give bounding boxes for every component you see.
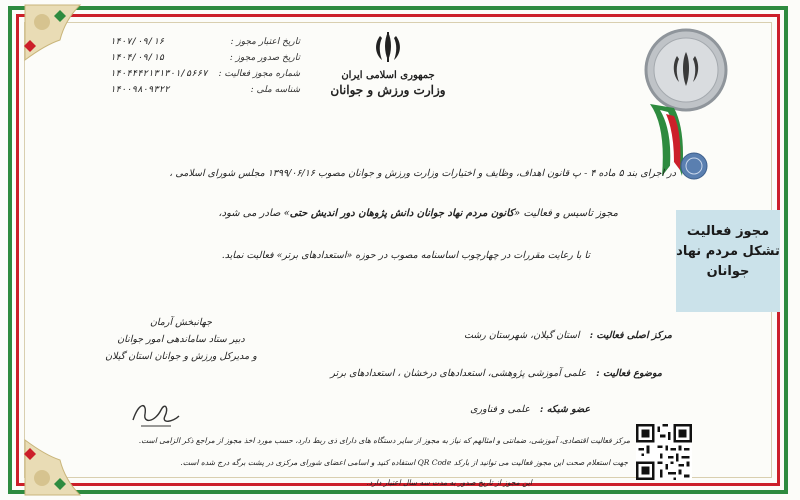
footer-note-3-text: این مجوز از تاریخ صدور به مدت سه سال اعتبار دارد. bbox=[366, 478, 532, 487]
body-line-1 bbox=[116, 168, 676, 179]
license-prefix-text: مجوز تاسیس و فعالیت « bbox=[514, 208, 618, 219]
corner-ornament-bottom-left bbox=[20, 430, 90, 500]
activity-center-row bbox=[464, 330, 672, 341]
validity-date-label: تاریخ اعتبار مجوز : bbox=[230, 37, 300, 47]
iran-emblem-icon bbox=[370, 30, 406, 64]
network-membership-row bbox=[470, 404, 590, 415]
network-membership-value: علمی و فناوری bbox=[470, 404, 530, 415]
info-row-validity-date bbox=[110, 34, 300, 50]
activity-scope-text: تا با رعایت مقررات در چهارچوب اساسنامه مصوب در حوزه «استعدادهای برتر» فعالیت نماید. bbox=[221, 250, 590, 261]
activity-topic-row bbox=[330, 368, 662, 379]
qr-code[interactable] bbox=[636, 424, 692, 480]
signatory-name: جهانبخش آرمان bbox=[149, 317, 213, 328]
license-title-box bbox=[676, 210, 780, 312]
body-line-3 bbox=[120, 250, 590, 261]
footer-note-3 bbox=[367, 478, 532, 487]
footer-note-2 bbox=[180, 458, 628, 467]
ministry-name: وزارت ورزش و جوانان bbox=[330, 83, 446, 97]
license-number-value: ۱۴۰۴۴۴۲۱۳۱۳۰۱/۵۶۶۷ bbox=[110, 69, 208, 79]
handwritten-signature bbox=[125, 392, 185, 432]
issue-date-value: ۱۴۰۴/۰۹/۱۵ bbox=[110, 53, 165, 63]
issue-date-label: تاریخ صدور مجوز : bbox=[229, 53, 300, 63]
national-id-value: ۱۴۰۰۹۸۰۹۳۲۲ bbox=[110, 85, 170, 95]
license-number-label: شماره مجوز فعالیت : bbox=[218, 69, 300, 79]
title-line-3: جوانان bbox=[706, 264, 750, 279]
title-line-1: مجوز فعالیت bbox=[686, 224, 770, 239]
footer-note-1-text: مرکز فعالیت اقتصادی، آموزشی، ضمانتی و امثالهم که نیاز به مجوز از سایر دستگاه های دارای ذی ربط دارد، حسب مورد اخذ مجوز از مراجع ذکر الزامی است. bbox=[138, 436, 630, 445]
network-membership-label: عضو شبکه : bbox=[539, 404, 590, 415]
national-id-label: شناسه ملی : bbox=[250, 85, 300, 95]
title-line-2: تشکل مردم نهاد bbox=[676, 244, 780, 259]
license-suffix-text: » صادر می شود، bbox=[218, 208, 290, 219]
footer-note-1 bbox=[139, 436, 630, 445]
ministry-seal bbox=[636, 26, 736, 186]
republic-name: جمهوری اسلامی ایران bbox=[341, 70, 435, 81]
legal-basis-text: در اجرای بند ۵ ماده ۴ - پ قانون اهداف، وظایف و اختیارات وزارت ورزش و جوانان مصوب ۱۳۹۹/۰۶/۱۶ مجلس شورای اسلامی ، bbox=[169, 168, 676, 179]
info-row-issue-date bbox=[110, 50, 300, 66]
signatory-role-2: و مدیرکل ورزش و جوانان استان گیلان bbox=[105, 351, 257, 362]
organization-name: کانون مردم نهاد جوانان دانش پژوهان دور اندیش حتی bbox=[289, 208, 515, 219]
body-line-2 bbox=[118, 208, 618, 219]
license-info-table bbox=[110, 34, 300, 98]
footer-note-2-text: جهت استعلام صحت این مجوز فعالیت می توانید از بارکد QR Code استفاده کنید و اسامی اعضای شورای مرکزی در پشت برگه درج شده است. bbox=[180, 458, 628, 467]
activity-center-value: استان گیلان، شهرستان رشت bbox=[463, 330, 580, 341]
info-row-national-id bbox=[110, 82, 300, 98]
signatory-role-1: دبیر ستاد ساماندهی امور جوانان bbox=[117, 334, 245, 345]
ministry-header bbox=[318, 30, 458, 97]
info-row-license-number bbox=[110, 66, 300, 82]
activity-topic-label: موضوع فعالیت : bbox=[596, 368, 662, 379]
signatory-block bbox=[96, 314, 266, 365]
validity-date-value: ۱۴۰۷/۰۹/۱۶ bbox=[110, 37, 165, 47]
activity-center-label: مرکز اصلی فعالیت : bbox=[589, 330, 672, 341]
corner-ornament-top-left bbox=[20, 0, 90, 70]
activity-topic-value: علمی آموزشی پژوهشی، استعدادهای درخشان ، استعدادهای برتر bbox=[330, 368, 587, 379]
